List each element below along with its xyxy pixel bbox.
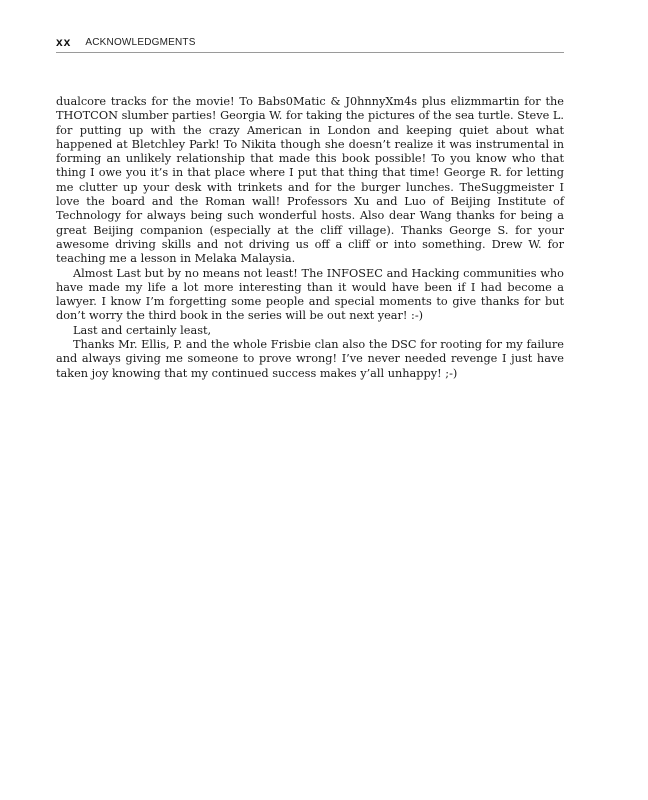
acknowledgments-body bbox=[56, 95, 564, 381]
paragraph-3: Last and certainly least, bbox=[73, 323, 212, 337]
page-number: xx bbox=[56, 35, 72, 49]
paragraph-4: Thanks Mr. Ellis, P. and the whole Frisbie clan also the DSC for rooting for my failure and always giving me someone to prove wrong! I’ve never needed revenge I just have taken joy knowing that my continued success makes y’all unhappy! ;-) bbox=[56, 338, 564, 380]
paragraph-2: Almost Last but by no means not least! The INFOSEC and Hacking communities who have made my life a lot more interesting than it would have been if I had become a lawyer. I know I’m forgetting some people and special moments to give thanks for but don’t worry the third book in the series will be out next year! :-) bbox=[56, 266, 564, 323]
paragraph-1: dualcore tracks for the movie! To Babs0Matic & J0hnnyXm4s plus elizmmartin for the THOTCON slumber parties! Georgia W. for taking the pictures of the sea turtle. Steve L. for putting up with the crazy American in London and keeping quiet about what happened at Bletchley Park! To Nikita though she doesn’t realize it was instrumental in forming an unlikely relationship that made this book possible! To you know who that thing I owe you it’s in that place where I put that thing that time! George R. for letting me clutter up your desk with trinkets and for the burger lunches. TheSuggmeister I love the board and the Roman wall! Professors Xu and Luo of Beijing Institute of Technology for always being such wonderful hosts. Also dear Wang thanks for being a great Beijing companion (especially at the cliff village). Thanks George S. for your awesome driving skills and not driving us off a cliff or into something. Drew W. for teaching me a lesson in Melaka Malaysia. bbox=[56, 95, 564, 266]
section-title: ACKNOWLEDGMENTS bbox=[85, 37, 196, 48]
running-header bbox=[56, 36, 564, 53]
